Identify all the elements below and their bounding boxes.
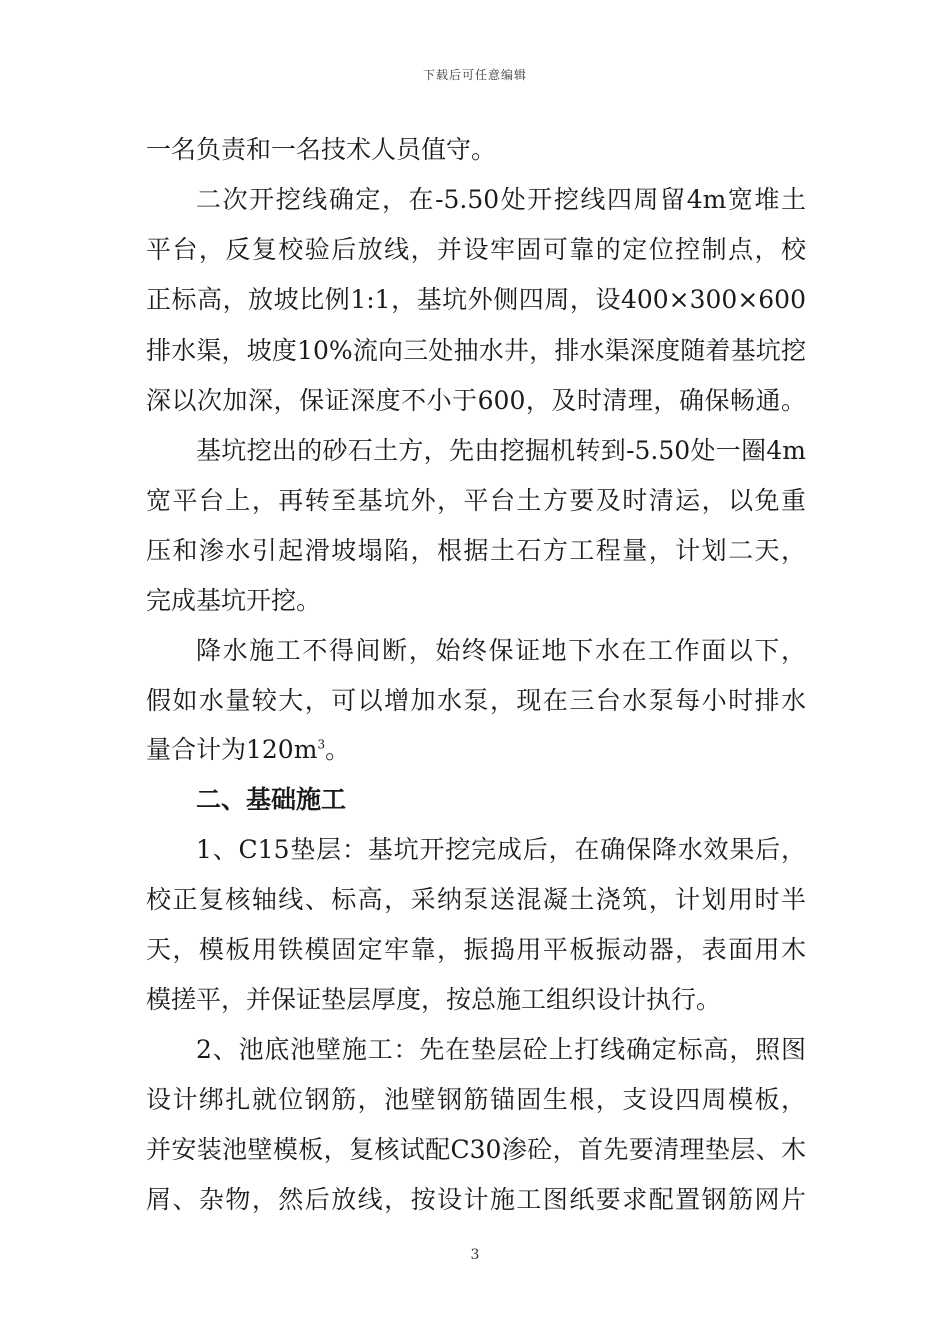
text-line: 模搓平，并保证垫层厚度，按总施工组织设计执行。 xyxy=(146,985,722,1014)
text-line: 屑、杂物，然后放线，按设计施工图纸要求配置钢筋网片 xyxy=(146,1185,806,1214)
page-header-note: 下载后可任意编辑 xyxy=(422,68,527,82)
text-line: 压和渗水引起滑坡塌陷，根据土石方工程量，计划二天， xyxy=(146,536,806,565)
section-heading: 二、基础施工 xyxy=(196,785,347,814)
page-number: 3 xyxy=(470,1247,480,1263)
text-line: 降水施工不得间断，始终保证地下水在工作面以下， xyxy=(196,636,806,665)
unit-superscript: 3 xyxy=(317,737,326,752)
text-line: 排水渠，坡度10%流向三处抽水井，排水渠深度随着基坑挖 xyxy=(146,336,806,365)
text-line: 平台，反复校验后放线，并设牢固可靠的定位控制点，校 xyxy=(146,235,806,264)
text-line: 深以次加深，保证深度不小于600，及时清理，确保畅通。 xyxy=(146,386,806,415)
text-line: 天，模板用铁模固定牢靠，振捣用平板振动器，表面用木 xyxy=(146,935,806,964)
text-line: 假如水量较大，可以增加水泵，现在三台水泵每小时排水 xyxy=(146,686,806,715)
text-line: 完成基坑开挖。 xyxy=(146,586,322,615)
text-line: 基坑挖出的砂石土方，先由挖掘机转到-5.50处一圈4m xyxy=(196,436,806,465)
text-line: 正标高，放坡比例1:1，基坑外侧四周，设400×300×600 xyxy=(146,285,806,314)
text-line: 宽平台上，再转至基坑外，平台土方要及时清运，以免重 xyxy=(146,486,806,515)
text-line: 并安装池壁模板，复核试配C30渗砼，首先要清理垫层、木 xyxy=(146,1135,806,1164)
text-line: 2、池底池壁施工：先在垫层砼上打线确定标高，照图 xyxy=(196,1035,806,1064)
text-line: 一名负责和一名技术人员值守。 xyxy=(146,135,497,164)
text-line: 设计绑扎就位钢筋，池壁钢筋锚固生根，支设四周模板， xyxy=(146,1085,806,1114)
sentence-end: 。 xyxy=(325,735,351,764)
text-line: 量合计为120m xyxy=(146,735,318,764)
text-line-with-unit xyxy=(146,735,806,765)
text-line: 1、C15垫层：基坑开挖完成后，在确保降水效果后， xyxy=(196,835,806,864)
text-line: 二次开挖线确定，在-5.50处开挖线四周留4m宽堆土 xyxy=(196,185,806,214)
text-line: 校正复核轴线、标高，采纳泵送混凝土浇筑，计划用时半 xyxy=(146,885,806,914)
